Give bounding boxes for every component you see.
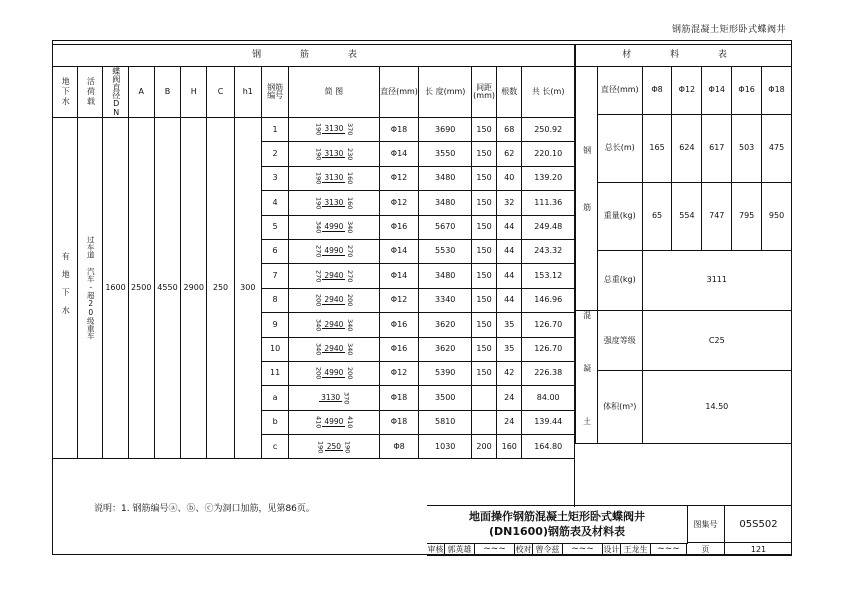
rebar-len: 5810: [419, 410, 472, 434]
header-spacing: 间距(mm): [471, 67, 496, 118]
rebar-dia: Φ12: [379, 191, 419, 215]
rebar-len: 3340: [419, 288, 472, 312]
rebar-count: 40: [497, 166, 522, 190]
weight-2: 554: [672, 183, 702, 251]
table-footer-space: [53, 459, 575, 507]
steel-label: 钢 筋: [576, 67, 598, 311]
header-c: C: [207, 67, 234, 118]
shape-right: 370: [342, 391, 351, 405]
shape-left: 340: [314, 318, 323, 332]
header-dn: 蝶阀直径DN: [103, 67, 128, 118]
rebar-shape: [289, 191, 379, 215]
checker-signature: ~~~: [563, 543, 603, 556]
rebar-spacing: 150: [471, 191, 496, 215]
rebar-no: 5: [261, 215, 288, 239]
rebar-len: 3620: [419, 313, 472, 337]
rebar-shape: [289, 264, 379, 288]
rebar-count: 62: [497, 142, 522, 166]
shape-middle: 2940: [324, 295, 344, 305]
shape-left: 190: [314, 123, 323, 136]
reviewer-name: 郭英雄: [445, 543, 475, 556]
rebar-count: 32: [497, 191, 522, 215]
rebar-shape: [289, 337, 379, 361]
title-line-2: (DN1600)钢筋表及材料表: [488, 524, 625, 538]
rebar-len: 3480: [419, 191, 472, 215]
rebar-total: 220.10: [522, 142, 575, 166]
shape-left: 410: [314, 416, 323, 429]
rebar-shape: [289, 215, 379, 239]
check-label: 校对: [515, 543, 533, 556]
rebar-total: 84.00: [522, 386, 575, 410]
rebar-shape: [289, 313, 379, 337]
rebar-total: 126.70: [522, 313, 575, 337]
weight-label: 重量(kg): [597, 183, 642, 251]
rebar-spacing: 150: [471, 166, 496, 190]
rebar-no: 2: [261, 142, 288, 166]
shape-right: 200: [345, 367, 354, 380]
header-total: 共 长(m): [522, 67, 575, 118]
material-table-title: 材 料 表: [576, 45, 792, 67]
shape-middle: 4990: [324, 246, 344, 256]
shape-right: 340: [345, 221, 354, 234]
rebar-len: 5530: [419, 239, 472, 263]
shape-middle: 2940: [324, 270, 344, 280]
h-value: 2900: [181, 118, 207, 459]
rebar-no: 6: [261, 239, 288, 263]
rebar-total: 250.92: [522, 118, 575, 142]
rebar-table: [52, 44, 575, 507]
total-len-2: 624: [672, 115, 702, 183]
dn-value: 1600: [103, 118, 128, 459]
weight-5: 950: [762, 183, 792, 251]
rebar-count: 35: [497, 337, 522, 361]
rebar-no: 7: [261, 264, 288, 288]
rebar-shape: [289, 435, 379, 459]
concrete-label: 混 凝 土: [576, 311, 598, 444]
dia-5: Φ18: [762, 67, 792, 115]
rebar-len: 3620: [419, 337, 472, 361]
shape-left: 190: [316, 440, 325, 453]
rebar-dia: Φ16: [379, 215, 419, 239]
rebar-spacing: 150: [471, 264, 496, 288]
rebar-total: 249.48: [522, 215, 575, 239]
header-len: 长 度(mm): [419, 67, 472, 118]
rebar-count: 44: [497, 215, 522, 239]
rebar-spacing: [471, 386, 496, 410]
rebar-total: 243.32: [522, 239, 575, 263]
rebar-len: 3690: [419, 118, 472, 142]
rebar-total: 146.96: [522, 288, 575, 312]
designer-signature: ~~~: [651, 543, 687, 556]
rebar-spacing: 150: [471, 337, 496, 361]
rebar-no: c: [261, 435, 288, 459]
shape-right: 370: [345, 123, 354, 136]
reviewer-signature: ~~~: [475, 543, 515, 556]
total-len-label: 总长(m): [597, 115, 642, 183]
rebar-shape: [289, 166, 379, 190]
rebar-shape: [289, 410, 379, 434]
rebar-len: 3550: [419, 142, 472, 166]
header-dia: 直径(mm): [379, 67, 419, 118]
rebar-count: 68: [497, 118, 522, 142]
header-h: H: [181, 67, 207, 118]
b-value: 4550: [154, 118, 180, 459]
header-h1: h1: [234, 67, 261, 118]
designer-name: 王龙生: [621, 543, 651, 556]
rebar-dia: Φ16: [379, 313, 419, 337]
shape-middle: 4990: [324, 417, 344, 427]
dia-1: Φ8: [642, 67, 672, 115]
rebar-len: 1030: [419, 435, 472, 459]
rebar-spacing: 150: [471, 118, 496, 142]
rebar-no: 4: [261, 191, 288, 215]
rebar-spacing: 150: [471, 361, 496, 385]
rebar-dia: Φ14: [379, 264, 419, 288]
rebar-dia: Φ12: [379, 288, 419, 312]
corner-title: 钢筋混凝土矩形卧式蝶阀井: [671, 25, 786, 35]
material-table: [575, 44, 792, 444]
rebar-shape: [289, 386, 379, 410]
total-len-5: 475: [762, 115, 792, 183]
rebar-dia: Φ18: [379, 386, 419, 410]
h1-value: 300: [234, 118, 261, 459]
header-a: A: [128, 67, 154, 118]
rebar-no: a: [261, 386, 288, 410]
shape-right: 270: [345, 269, 354, 283]
shape-middle: 2940: [324, 319, 344, 329]
rebar-shape: [289, 142, 379, 166]
shape-middle: 3130: [324, 173, 344, 183]
rebar-no: 1: [261, 118, 288, 142]
rebar-no: 10: [261, 337, 288, 361]
title-line-1: 地面操作钢筋混凝土矩形卧式蝶阀井: [469, 510, 645, 524]
dia-3: Φ14: [702, 67, 732, 115]
rebar-spacing: 150: [471, 215, 496, 239]
shape-left: 340: [314, 221, 323, 234]
shape-left: 190: [314, 172, 323, 185]
table-row: [53, 118, 575, 142]
rebar-len: 5670: [419, 215, 472, 239]
rebar-total: 164.80: [522, 435, 575, 459]
rebar-no: 11: [261, 361, 288, 385]
weight-3: 747: [702, 183, 732, 251]
shape-right: 160: [345, 172, 354, 185]
rebar-dia: Φ18: [379, 118, 419, 142]
shape-left: 190: [314, 147, 323, 161]
shape-left: 190: [314, 196, 323, 210]
rebar-count: 44: [497, 239, 522, 263]
shape-right: 340: [345, 318, 354, 332]
rebar-count: 160: [497, 435, 522, 459]
rebar-len: 3480: [419, 264, 472, 288]
header-count: 根数: [497, 67, 522, 118]
rebar-len: 3480: [419, 166, 472, 190]
rebar-spacing: 150: [471, 142, 496, 166]
header-load: 活荷载: [78, 67, 103, 118]
dia-2: Φ12: [672, 67, 702, 115]
shape-right: 200: [345, 294, 354, 307]
weight-1: 65: [642, 183, 672, 251]
rebar-shape: [289, 118, 379, 142]
page-label: 页: [687, 543, 725, 556]
volume-value: 14.50: [642, 371, 791, 444]
page-number: 121: [725, 543, 792, 556]
shape-right: 340: [345, 343, 354, 356]
note: 说明：1. 钢筋编号ⓐ、ⓑ、ⓒ为洞口加筋，见第86页。: [94, 504, 315, 514]
shape-left: 340: [314, 343, 323, 356]
load-value: 过车道 汽车-超20级重车: [78, 118, 103, 459]
rebar-shape: [289, 239, 379, 263]
total-len-1: 165: [642, 115, 672, 183]
title-block: [427, 505, 792, 556]
rebar-no: 9: [261, 313, 288, 337]
rebar-dia: Φ16: [379, 337, 419, 361]
rebar-count: 44: [497, 288, 522, 312]
rebar-count: 42: [497, 361, 522, 385]
rebar-spacing: 150: [471, 288, 496, 312]
shape-middle: 4990: [324, 368, 344, 378]
shape-middle: 4990: [324, 222, 344, 231]
total-len-3: 617: [702, 115, 732, 183]
review-label: 审核: [427, 543, 445, 556]
rebar-no: 8: [261, 288, 288, 312]
rebar-shape: [289, 288, 379, 312]
rebar-spacing: 200: [471, 435, 496, 459]
design-label: 设计: [603, 543, 621, 556]
shape-middle: 2940: [324, 343, 344, 353]
shape-middle: 3130: [324, 124, 344, 134]
shape-middle: 3130: [324, 197, 344, 207]
rebar-total: 139.44: [522, 410, 575, 434]
strength-value: C25: [642, 311, 791, 371]
rebar-count: 24: [497, 386, 522, 410]
water-value: 有地下水: [53, 118, 78, 459]
rebar-total: 126.70: [522, 337, 575, 361]
rebar-spacing: [471, 410, 496, 434]
rebar-dia: Φ12: [379, 361, 419, 385]
rebar-len: 5390: [419, 361, 472, 385]
weight-4: 795: [732, 183, 762, 251]
volume-label: 体积(m³): [597, 371, 642, 444]
header-b: B: [154, 67, 180, 118]
drawing-no: 05S502: [725, 506, 792, 543]
header-shape: 简 图: [289, 67, 379, 118]
rebar-spacing: 150: [471, 239, 496, 263]
rebar-table-title: 钢 筋 表: [53, 45, 575, 67]
rebar-spacing: 150: [471, 313, 496, 337]
rebar-total: 111.36: [522, 191, 575, 215]
checker-name: 曾令兹: [533, 543, 563, 556]
rebar-total: 153.12: [522, 264, 575, 288]
dia-4: Φ16: [732, 67, 762, 115]
shape-middle: 3130: [324, 148, 344, 158]
rebar-dia: Φ14: [379, 142, 419, 166]
rebar-total: 139.20: [522, 166, 575, 190]
total-len-4: 503: [732, 115, 762, 183]
drawing-title: [427, 506, 688, 544]
rebar-dia: Φ8: [379, 435, 419, 459]
c-value: 250: [207, 118, 234, 459]
shape-left: 270: [314, 245, 323, 258]
shape-middle: 3130: [321, 392, 341, 402]
rebar-dia: Φ14: [379, 239, 419, 263]
rebar-count: 24: [497, 410, 522, 434]
shape-right: 410: [345, 416, 354, 429]
total-weight: 3111: [642, 251, 791, 311]
shape-right: 270: [345, 245, 354, 258]
shape-middle: 250: [326, 441, 342, 451]
rebar-count: 35: [497, 313, 522, 337]
shape-right: 230: [345, 147, 354, 161]
shape-left: 200: [314, 367, 323, 380]
drawing-no-label: 图集号: [687, 506, 725, 543]
rebar-len: 3500: [419, 386, 472, 410]
rebar-no: 3: [261, 166, 288, 190]
header-no: 钢筋编号: [261, 67, 288, 118]
shape-right: 190: [343, 440, 352, 453]
strength-label: 强度等级: [597, 311, 642, 371]
rebar-no: b: [261, 410, 288, 434]
shape-left: 200: [314, 294, 323, 307]
rebar-count: 44: [497, 264, 522, 288]
rebar-shape: [289, 361, 379, 385]
rebar-total: 226.38: [522, 361, 575, 385]
rebar-dia: Φ12: [379, 166, 419, 190]
shape-left: 270: [314, 269, 323, 283]
rebar-dia: Φ18: [379, 410, 419, 434]
dia-label: 直径(mm): [597, 67, 642, 115]
header-water: 地下水: [53, 67, 78, 118]
a-value: 2500: [128, 118, 154, 459]
total-weight-label: 总重(kg): [597, 251, 642, 311]
shape-right: 160: [345, 196, 354, 210]
